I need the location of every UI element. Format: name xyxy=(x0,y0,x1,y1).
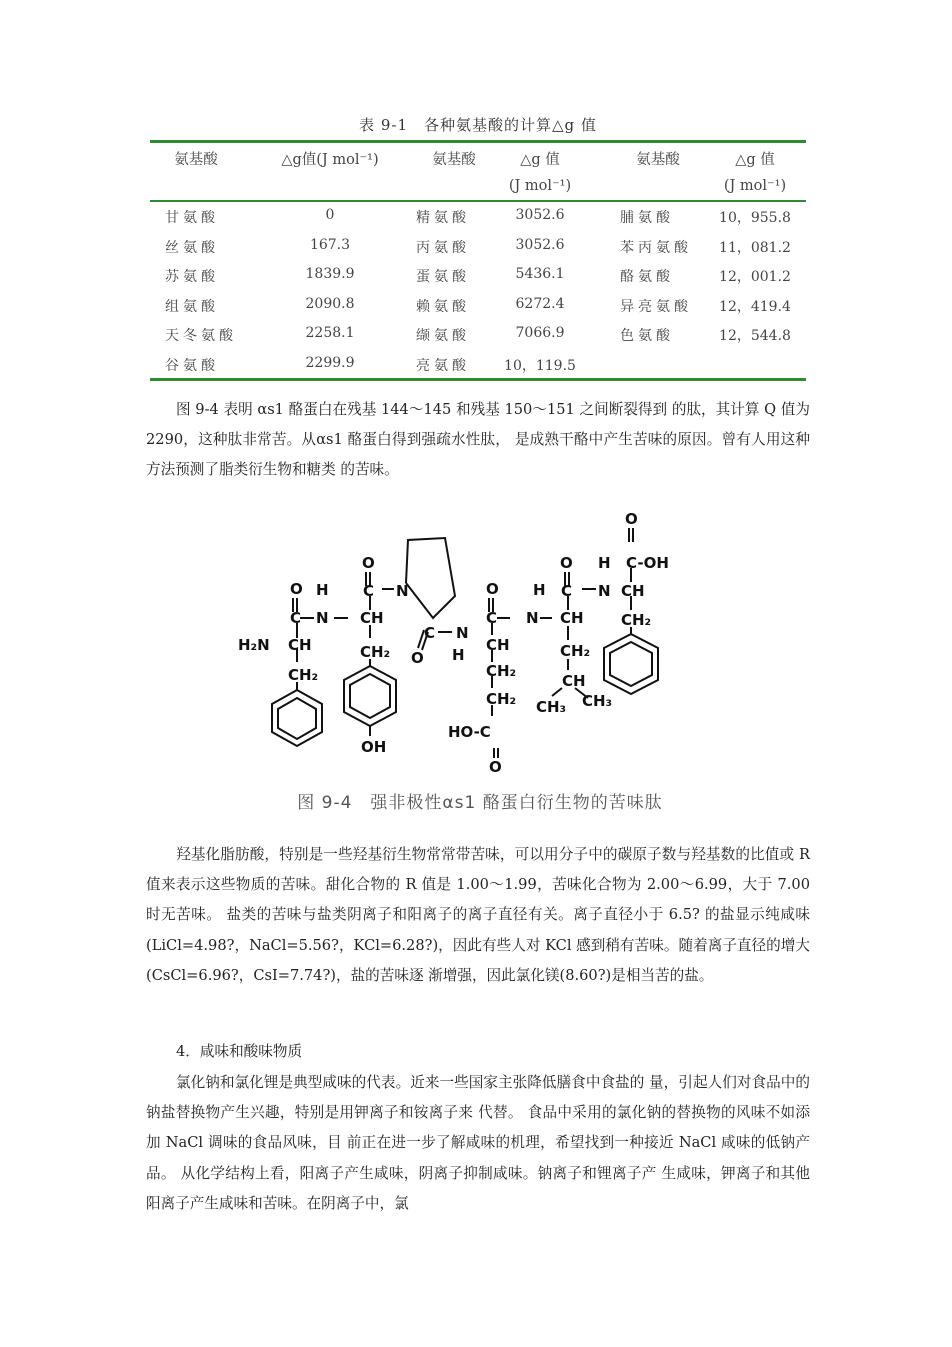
table-header-1: △g值(J mol⁻¹) xyxy=(281,152,379,168)
label-cooh: C-OH xyxy=(626,554,669,572)
label-hoc: HO-C xyxy=(448,723,491,741)
table-cell-amino-acid: 亮氨酸 xyxy=(416,357,470,374)
table-cell-amino-acid: 异亮氨酸 xyxy=(620,298,692,315)
label-ch-4: CH xyxy=(486,636,510,654)
paragraph-1: 图 9-4 表明 αs1 酪蛋白在残基 144～145 和残基 150～151 之间断裂得到 的肽，其计算 Q 值为 2290，这种肽非常苦。从αs1 酪蛋白得到强疏水性肽， 是成熟干酪中产生苦味的原因。曾有人用这种方法预测了脂类衍生物和糖类 的苦味。 xyxy=(146,401,810,479)
table-cell-amino-acid: 组氨酸 xyxy=(165,298,219,315)
table-header-0: 氨基酸 xyxy=(174,152,218,168)
label-c-4: C xyxy=(486,609,498,627)
table-header-rule xyxy=(150,200,806,202)
table-cell-amino-acid: 脯氨酸 xyxy=(620,210,674,226)
table-cell-value: 3052.6 xyxy=(515,207,565,223)
label-o-2: O xyxy=(362,554,375,572)
label-ch3-a: CH₃ xyxy=(536,698,567,716)
label-ch3-b: CH₃ xyxy=(582,692,613,710)
label-h-4: H xyxy=(533,581,546,599)
table-cell-value: 10，955.8 xyxy=(719,210,791,226)
table-top-rule xyxy=(150,140,806,143)
label-n-pro: N xyxy=(396,582,409,600)
table-caption: 表 9-1 各种氨基酸的计算△g 值 xyxy=(359,116,597,134)
table-cell-amino-acid: 缬氨酸 xyxy=(416,328,470,344)
table-header-5: △g 值 xyxy=(735,152,775,168)
table-cell-amino-acid: 天冬氨酸 xyxy=(165,328,237,344)
label-oh-tyr: OH xyxy=(361,738,387,756)
table-cell-value: 6272.4 xyxy=(515,295,565,312)
table-header-unit-3: (J mol⁻¹) xyxy=(508,178,572,194)
label-c-5: C xyxy=(561,582,573,600)
label-ch-leu: CH xyxy=(562,672,586,690)
label-o-5: O xyxy=(560,554,573,572)
label-o-3: O xyxy=(411,649,424,667)
label-ch2-6: CH₂ xyxy=(621,611,652,629)
table-header-4: 氨基酸 xyxy=(636,152,680,168)
figure-caption: 图 9-4 强非极性αs1 酪蛋白衍生物的苦味肽 xyxy=(297,793,663,813)
table-cell-amino-acid: 赖氨酸 xyxy=(416,298,470,315)
label-ch2-1: CH₂ xyxy=(288,666,319,684)
label-ch2-5: CH₂ xyxy=(560,642,591,660)
label-ch2-4b: CH₂ xyxy=(486,690,517,708)
label-c-1: C xyxy=(290,609,302,627)
table-cell-amino-acid: 丙氨酸 xyxy=(416,239,470,256)
label-n-1: N xyxy=(316,609,329,627)
paragraph-3: 氯化钠和氯化锂是典型咸味的代表。近来一些国家主张降低膳食中食盐的 量，引起人们对食品中的钠盐替换物产生兴趣，特别是用钾离子和铵离子来 代替。 食品中采用的氯化钠的替换物的风味不如添加 NaCl 调味的食品风味，目 前正在进一步了解咸味的机理，希望找到一种接近 NaCl 咸味的低钠产品。 从化学结构上看，阳离子产生咸味，阴离子抑制咸味。钠离子和锂离子产 生咸味，钾离子和其他阳离子产生咸味和苦味。在阴离子中，氯 xyxy=(146,1074,810,1212)
label-h2n: H₂N xyxy=(238,636,270,654)
label-ch-1: CH xyxy=(288,636,312,654)
label-n-4: N xyxy=(526,609,539,627)
table-cell-amino-acid: 色氨酸 xyxy=(620,328,674,344)
table-cell-amino-acid: 甘氨酸 xyxy=(165,210,219,226)
table-cell-value: 12，001.2 xyxy=(719,269,791,285)
table-header-3: △g 值 xyxy=(520,152,560,168)
label-o-4: O xyxy=(486,580,499,598)
table-cell-amino-acid: 精氨酸 xyxy=(416,210,470,226)
table-cell-value: 0 xyxy=(325,207,335,223)
table-cell-value: 12，544.8 xyxy=(719,328,791,344)
table-cell-value: 2090.8 xyxy=(305,295,355,312)
table-cell-value: 10，119.5 xyxy=(504,357,576,374)
table-cell-value: 11，081.2 xyxy=(719,239,791,256)
label-n-3: N xyxy=(456,624,469,642)
label-h-3: H xyxy=(452,646,465,664)
table-cell-value: 1839.9 xyxy=(305,266,355,282)
table-cell-value: 167.3 xyxy=(309,236,351,253)
table-cell-amino-acid: 丝氨酸 xyxy=(165,239,219,256)
table-header-unit-5: (J mol⁻¹) xyxy=(723,178,787,194)
table-cell-value: 2258.1 xyxy=(305,325,355,341)
label-h-5: H xyxy=(598,554,611,572)
label-n-5: N xyxy=(598,582,611,600)
label-h-1: H xyxy=(316,581,329,599)
label-ch2-2: CH₂ xyxy=(360,643,391,661)
table-cell-value: 5436.1 xyxy=(515,266,565,282)
table-cell-amino-acid: 酪氨酸 xyxy=(620,269,674,285)
table-bottom-rule xyxy=(150,378,806,381)
label-c-3: C xyxy=(424,624,436,642)
label-ch-6: CH xyxy=(621,582,645,600)
table-header-2: 氨基酸 xyxy=(432,152,476,168)
label-ch-5: CH xyxy=(560,609,584,627)
bitter-peptide-structure-figure xyxy=(230,510,710,780)
section-heading: 4．咸味和酸味物质 xyxy=(176,1043,303,1060)
label-ch2-4a: CH₂ xyxy=(486,662,517,680)
table-cell-value: 7066.9 xyxy=(515,325,565,341)
table-cell-amino-acid: 蛋氨酸 xyxy=(416,269,470,285)
table-cell-amino-acid: 苏氨酸 xyxy=(165,269,219,285)
label-c-2: C xyxy=(363,582,375,600)
label-o-1: O xyxy=(290,580,303,598)
table-cell-value: 2299.9 xyxy=(305,354,355,371)
label-o-glu: O xyxy=(489,758,502,776)
table-cell-amino-acid: 苯丙氨酸 xyxy=(620,239,692,256)
label-o-6: O xyxy=(625,510,638,528)
table-cell-amino-acid: 谷氨酸 xyxy=(165,357,219,374)
label-ch-2: CH xyxy=(360,609,384,627)
table-cell-value: 12，419.4 xyxy=(719,298,791,315)
paragraph-2: 羟基化脂肪酸，特别是一些羟基衍生物常常带苦味，可以用分子中的碳原子数与羟基数的比值或 R 值来表示这些物质的苦味。甜化合物的 R 值是 1.00～1.99，苦味化合物为 2.00～6.99，大于 7.00 时无苦味。 盐类的苦味与盐类阴离子和阳离子的离子直径有关。离子直径小于 6.5? 的盐显示纯咸味(LiCl=4.98?，NaCl=5.56?，KCl=6.28?)，因此有些人对 KCl 感到稍有苦味。随着离子直径的增大(CsCl=6.96?，CsI=7.74?)，盐的苦味逐 渐增强，因此氯化镁(8.60?)是相当苦的盐。 xyxy=(146,846,810,984)
table-cell-value: 3052.6 xyxy=(515,236,565,253)
